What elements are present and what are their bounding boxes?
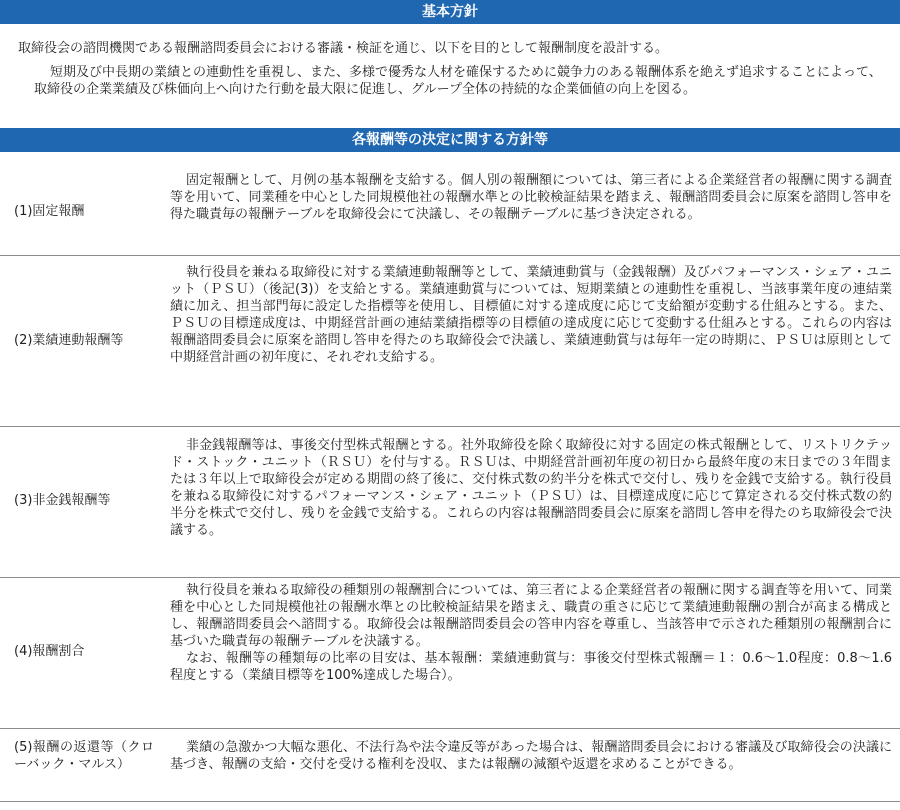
row-label: (5)報酬の返還等（クローバック・マルス） [14, 740, 154, 772]
policy-row-non-monetary [0, 427, 900, 578]
row-label: (4)報酬割合 [14, 644, 85, 659]
row-text: 業績の急激かつ大幅な悪化、不法行為や法令違反等があった場合は、報酬諮問委員会における審議及び取締役会の決議に基づき、報酬の支給・交付を受ける権利を没収、または報酬の減額や返還を求めることができる。 [170, 740, 892, 772]
row-label: (2)業績連動報酬等 [14, 333, 124, 348]
policy-row-performance-linked [0, 256, 900, 427]
policy-row-compensation-ratio [0, 578, 900, 729]
basic-policy-heading: 基本方針 [0, 0, 900, 24]
row-text-ratio: なお、報酬等の種類毎の比率の目安は、基本報酬：業績連動賞与：事後交付型株式報酬＝１：0.6〜1.0程度：0.8〜1.6程度とする（業績目標等を100%達成した場合）。 [170, 651, 892, 683]
row-text: 固定報酬として、月例の基本報酬を支給する。個人別の報酬額については、第三者による企業経営者の報酬に関する調査等を用いて、同業種を中心とした同規模他社の報酬水準との比較検証結果を踏まえ、報酬諮問委員会に原案を諮問し答申を得た職責毎の報酬テーブルを取締役会にて決議し、その報酬テーブルに基づき決定される。 [170, 173, 892, 222]
row-text: 非金銭報酬等は、事後交付型株式報酬とする。社外取締役を除く取締役に対する固定の株式報酬として、リストリクテッド・ストック・ユニット（ＲＳＵ）を付与する。ＲＳＵは、中期経営計画初年度の初日から最終年度の末日までの３年間または３年以上で取締役会が定める期間の終了後に、交付株式数の約半分を株式で交付し、残りを金銭で支給する。執行役員を兼ねる取締役に対するパフォーマンス・シェア・ユニット（ＰＳＵ）は、目標達成度に応じて算定される交付株式数の約半分を株式で交付し、残りを金銭で支給する。これらの内容は報酬諮問委員会に原案を諮問し答申を得たのち取締役会で決議する。 [170, 438, 892, 538]
row-label: (1)固定報酬 [14, 204, 85, 219]
basic-policy-intro: 取締役会の諮問機関である報酬諮問委員会における審議・検証を通じ、以下を目的として報酬制度を設計する。 [18, 41, 669, 56]
policy-row-fixed-compensation [0, 152, 900, 256]
row-label: (3)非金銭報酬等 [14, 493, 111, 508]
basic-policy-purpose: 短期及び中長期の業績との連動性を重視し、また、多様で優秀な人材を確保するために競争力のある報酬体系を絶えず追求することによって、取締役の企業業績及び株価向上へ向けた行動を最大限に促進し、グループ全体の持続的な企業価値の向上を図る。 [34, 65, 882, 97]
row-text-block [170, 582, 892, 684]
policy-row-clawback [0, 729, 900, 802]
row-text: 執行役員を兼ねる取締役の種類別の報酬割合については、第三者による企業経営者の報酬に関する調査等を用いて、同業種を中心とした同規模他社の報酬水準との比較検証結果を踏まえ、職責の重さに応じて業績連動報酬の割合が高まる構成とし、報酬諮問委員会へ諮問する。取締役会は報酬諮問委員会の答申内容を尊重し、当該答申で示された種類別の報酬割合に基づいた職責毎の報酬テーブルを決議する。 [170, 583, 892, 649]
determination-policy-heading: 各報酬等の決定に関する方針等 [0, 128, 900, 152]
row-text: 執行役員を兼ねる取締役に対する業績連動報酬等として、業績連動賞与（金銭報酬）及びパフォーマンス・シェア・ユニット（ＰＳＵ）（後記(3)）を支給とする。業績連動賞与については、短期業績との連動性を重視し、当該事業年度の連結業績に加え、担当部門毎に設定した指標等を使用し、目標値に対する達成度に応じて支給額が変動する仕組みとする。また、ＰＳＵの目標達成度は、中期経営計画の連結業績指標等の目標値の達成度に応じて変動する仕組みとする。これらの内容は報酬諮問委員会に原案を諮問し答申を得たのち取締役会で決議し、業績連動賞与は毎年一定の時期に、ＰＳＵは原則として中期経営計画の初年度に、それぞれ支給する。 [170, 265, 892, 365]
